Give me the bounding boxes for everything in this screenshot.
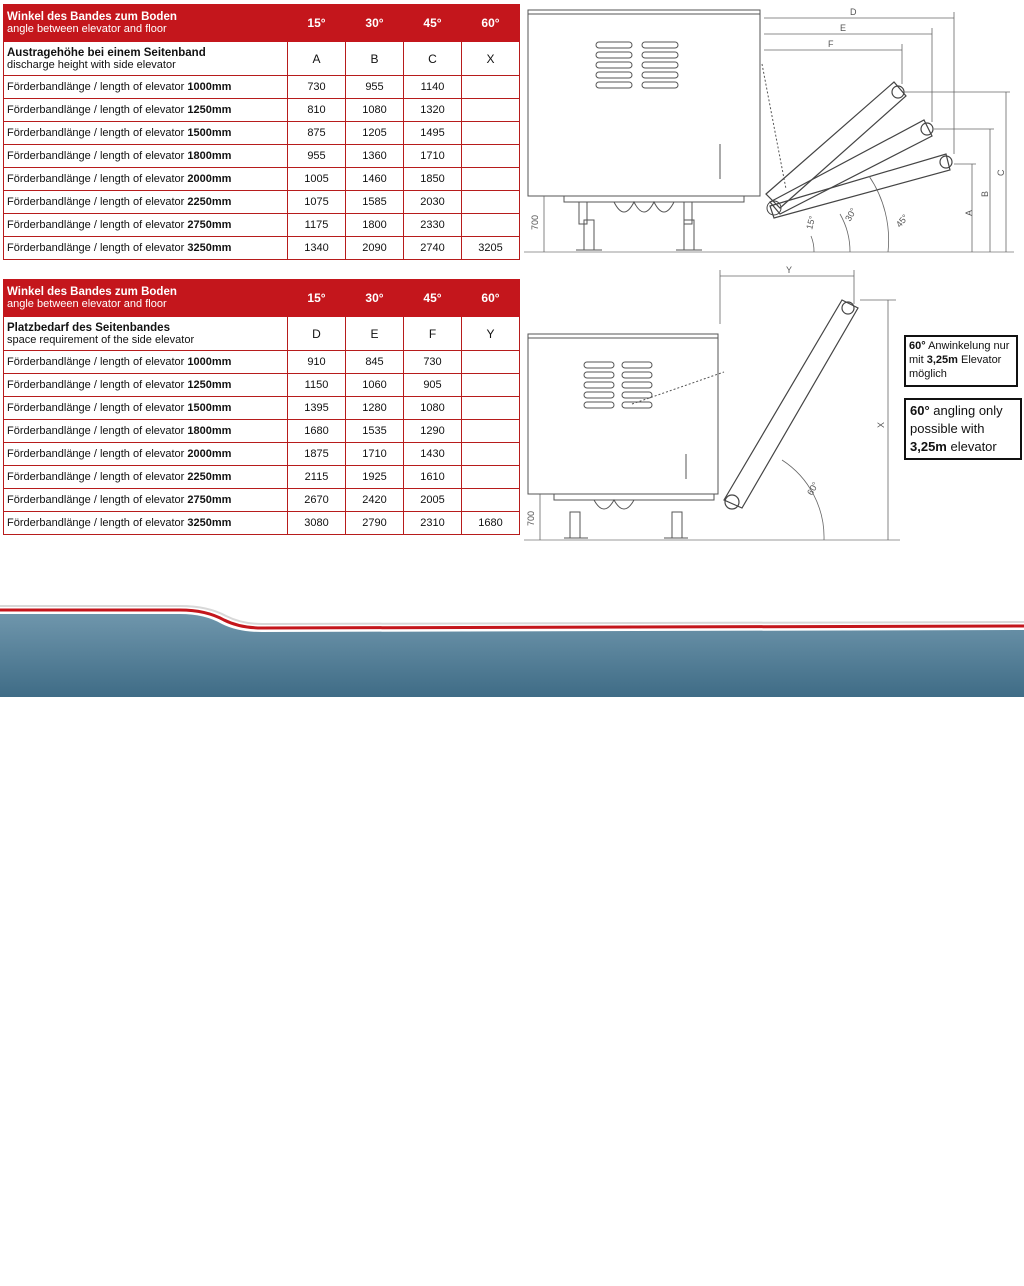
space-requirement-table: [3, 279, 520, 535]
value-cell: 1850: [404, 168, 462, 191]
elevator-60: [724, 300, 858, 509]
angle-45-header: 45°: [404, 280, 462, 317]
value-cell: 1205: [346, 122, 404, 145]
dim-label-d: D: [850, 7, 857, 17]
value-cell: 2670: [288, 489, 346, 512]
value-cell: 1680: [288, 420, 346, 443]
row-label: Förderbandlänge / length of elevator 1500mm: [4, 397, 288, 420]
row-label: Förderbandlänge / length of elevator 1250mm: [4, 374, 288, 397]
value-cell: 1395: [288, 397, 346, 420]
dim-label-e: E: [840, 23, 847, 33]
pivot-wheel: [767, 201, 781, 215]
table-row: [4, 168, 520, 191]
machine-housing: [528, 334, 718, 494]
value-cell: 1925: [346, 466, 404, 489]
table-subheader-row: [4, 42, 520, 76]
value-cell: [462, 214, 520, 237]
table-row: [4, 397, 520, 420]
letter-cell: C: [404, 42, 462, 76]
value-cell: 3080: [288, 512, 346, 535]
angle-label-60: 60°: [805, 480, 821, 497]
letter-cell: X: [462, 42, 520, 76]
value-cell: 1075: [288, 191, 346, 214]
value-cell: 910: [288, 351, 346, 374]
angle-30-header: 30°: [346, 280, 404, 317]
dim-label-b: B: [980, 190, 990, 197]
dim-label-c: C: [996, 169, 1006, 176]
letter-cell: D: [288, 317, 346, 351]
value-cell: [462, 168, 520, 191]
value-cell: 1080: [346, 99, 404, 122]
row-label: Förderbandlänge / length of elevator 1000mm: [4, 351, 288, 374]
dim-label-f: F: [828, 39, 834, 49]
row-label: Förderbandlänge / length of elevator 2000mm: [4, 443, 288, 466]
table-row: [4, 512, 520, 535]
height-label: 700: [530, 214, 540, 230]
value-cell: 1875: [288, 443, 346, 466]
letter-cell: E: [346, 317, 404, 351]
value-cell: 875: [288, 122, 346, 145]
angle-60-header: 60°: [462, 280, 520, 317]
table-subtitle: Platzbedarf des Seitenbandes space requirement of the side elevator: [4, 317, 288, 351]
value-cell: 955: [288, 145, 346, 168]
disclaimer-english: BvL reserved the right to alter technical data without without giving further notes: [300, 1272, 724, 1286]
elevator-15: [770, 154, 952, 218]
table-row: [4, 214, 520, 237]
value-cell: 1140: [404, 76, 462, 99]
elevator-30: [770, 120, 933, 214]
table-header-row: [4, 280, 520, 317]
table-row: [4, 351, 520, 374]
dim-label-x: X: [876, 421, 886, 428]
value-cell: [462, 466, 520, 489]
footer-swoosh: [0, 600, 1024, 697]
dim-label-y: Y: [786, 265, 793, 275]
dim-label-a: A: [964, 209, 974, 216]
value-cell: 2005: [404, 489, 462, 512]
angle-15-header: 15°: [288, 280, 346, 317]
table-subheader-row: [4, 317, 520, 351]
value-cell: 3205: [462, 237, 520, 260]
elevator-60-diagram: [524, 264, 904, 546]
letter-cell: Y: [462, 317, 520, 351]
note-english: 60° angling only possible with 3,25m elevator: [904, 398, 1022, 460]
table-row: [4, 145, 520, 168]
value-cell: 2030: [404, 191, 462, 214]
value-cell: 955: [346, 76, 404, 99]
table-row: [4, 76, 520, 99]
vent-grille: [596, 42, 678, 88]
website-link[interactable]: www.bvl-group.de: [18, 1229, 187, 1250]
chain: [762, 64, 786, 189]
value-cell: 730: [404, 351, 462, 374]
vent-grille: [584, 362, 652, 408]
value-cell: 2115: [288, 466, 346, 489]
value-cell: [462, 489, 520, 512]
value-cell: [462, 145, 520, 168]
row-label: Förderbandlänge / length of elevator 1500mm: [4, 122, 288, 145]
value-cell: 1005: [288, 168, 346, 191]
table-header-row: [4, 5, 520, 42]
value-cell: [462, 420, 520, 443]
row-label: Förderbandlänge / length of elevator 1000mm: [4, 76, 288, 99]
table-subtitle: Austragehöhe bei einem Seitenband discharge height with side elevator: [4, 42, 288, 76]
value-cell: 1360: [346, 145, 404, 168]
value-cell: 1535: [346, 420, 404, 443]
table-row: [4, 443, 520, 466]
row-label: Förderbandlänge / length of elevator 2000mm: [4, 168, 288, 191]
angle-label-30: 30°: [843, 206, 859, 223]
value-cell: 1800: [346, 214, 404, 237]
table-title: Winkel des Bandes zum Boden angle between elevator and floor: [4, 280, 288, 317]
value-cell: 1290: [404, 420, 462, 443]
value-cell: 1710: [404, 145, 462, 168]
height-label: 700: [526, 510, 536, 526]
machine-leg: [570, 512, 580, 538]
value-cell: [462, 191, 520, 214]
value-cell: [462, 99, 520, 122]
row-label: Förderbandlänge / length of elevator 3250mm: [4, 512, 288, 535]
value-cell: [462, 443, 520, 466]
value-cell: 905: [404, 374, 462, 397]
value-cell: 2740: [404, 237, 462, 260]
table-row: [4, 99, 520, 122]
elevator-angle-diagram: [524, 4, 1020, 260]
angle-45-header: 45°: [404, 5, 462, 42]
value-cell: 1150: [288, 374, 346, 397]
value-cell: [462, 351, 520, 374]
table-row: [4, 489, 520, 512]
row-label: Förderbandlänge / length of elevator 2750mm: [4, 489, 288, 512]
value-cell: 1460: [346, 168, 404, 191]
discharge-height-table: [3, 4, 520, 260]
letter-cell: B: [346, 42, 404, 76]
note-german: 60° Anwinkelung nur mit 3,25m Elevator möglich: [904, 335, 1018, 387]
angle-label-45: 45°: [893, 212, 911, 230]
row-label: Förderbandlänge / length of elevator 1800mm: [4, 420, 288, 443]
footer: [0, 600, 1024, 1286]
machine-leg: [672, 512, 682, 538]
value-cell: 1060: [346, 374, 404, 397]
value-cell: 1340: [288, 237, 346, 260]
value-cell: [462, 374, 520, 397]
table-row: [4, 374, 520, 397]
table-title: Winkel des Bandes zum Boden angle between elevator and floor: [4, 5, 288, 42]
table-row: [4, 122, 520, 145]
row-label: Förderbandlänge / length of elevator 2250mm: [4, 191, 288, 214]
value-cell: [462, 122, 520, 145]
value-cell: 1495: [404, 122, 462, 145]
table-row: [4, 237, 520, 260]
row-label: Förderbandlänge / length of elevator 3250mm: [4, 237, 288, 260]
row-label: Förderbandlänge / length of elevator 1250mm: [4, 99, 288, 122]
value-cell: 1585: [346, 191, 404, 214]
table-row: [4, 191, 520, 214]
row-label: Förderbandlänge / length of elevator 2750mm: [4, 214, 288, 237]
value-cell: 2330: [404, 214, 462, 237]
machine-housing: [528, 10, 760, 196]
value-cell: 730: [288, 76, 346, 99]
value-cell: 1080: [404, 397, 462, 420]
value-cell: 1320: [404, 99, 462, 122]
angle-60-header: 60°: [462, 5, 520, 42]
value-cell: 1430: [404, 443, 462, 466]
table-row: [4, 420, 520, 443]
elevator-45: [766, 82, 906, 208]
angle-30-header: 30°: [346, 5, 404, 42]
value-cell: 1175: [288, 214, 346, 237]
value-cell: 2420: [346, 489, 404, 512]
row-label: Förderbandlänge / length of elevator 1800mm: [4, 145, 288, 168]
value-cell: 1280: [346, 397, 404, 420]
value-cell: 2090: [346, 237, 404, 260]
value-cell: 2790: [346, 512, 404, 535]
value-cell: [462, 397, 520, 420]
row-label: Förderbandlänge / length of elevator 2250mm: [4, 466, 288, 489]
letter-cell: F: [404, 317, 462, 351]
value-cell: 1710: [346, 443, 404, 466]
angle-15-header: 15°: [288, 5, 346, 42]
value-cell: 845: [346, 351, 404, 374]
value-cell: 810: [288, 99, 346, 122]
angle-label-15: 15°: [804, 214, 818, 231]
value-cell: 1610: [404, 466, 462, 489]
value-cell: 1680: [462, 512, 520, 535]
letter-cell: A: [288, 42, 346, 76]
value-cell: 2310: [404, 512, 462, 535]
value-cell: [462, 76, 520, 99]
disclaimer-german: BvL behält sich das Recht vor, technische Änderungen ohne weitere Benachrichtungen durchzuführen: [240, 1256, 784, 1270]
table-row: [4, 466, 520, 489]
